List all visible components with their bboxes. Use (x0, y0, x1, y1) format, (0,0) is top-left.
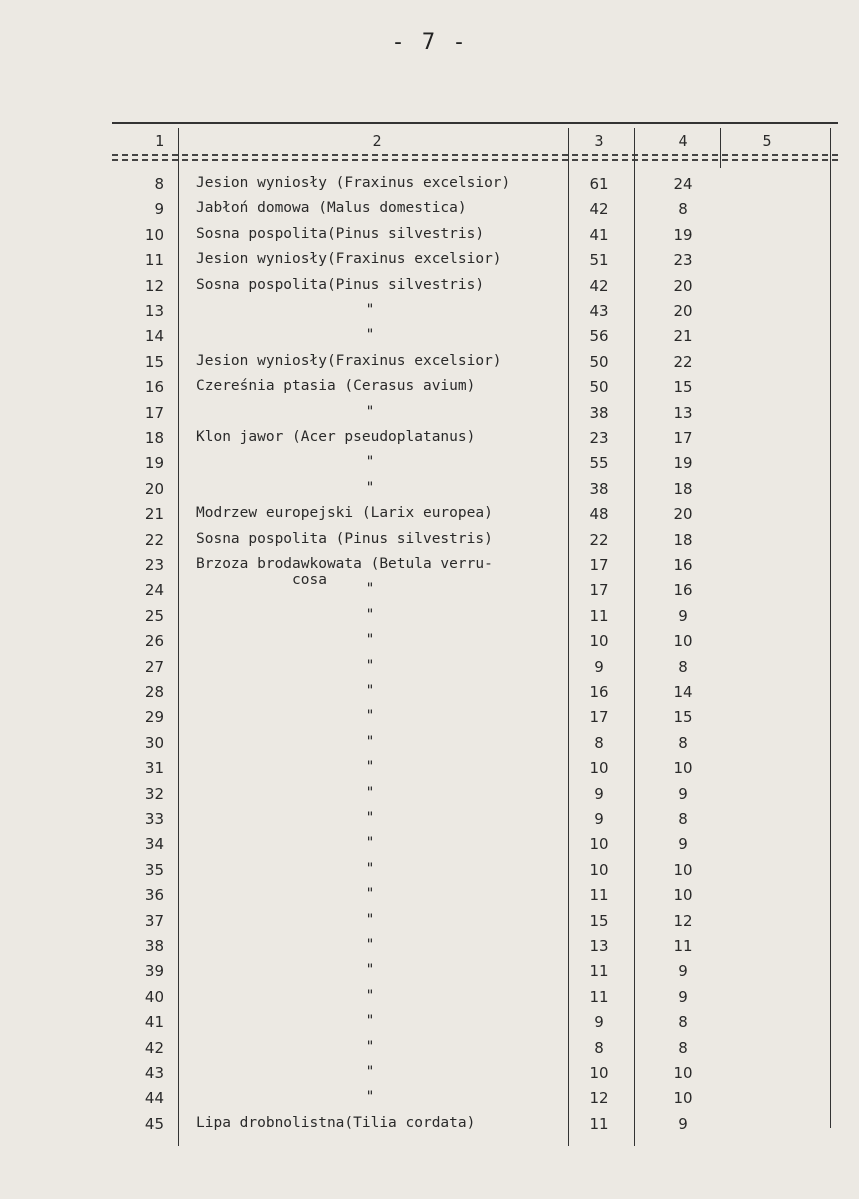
species-name (196, 378, 572, 394)
table-row (112, 324, 838, 349)
row-number: 29 (144, 708, 164, 727)
header-col-2: 2 (372, 132, 382, 150)
col-3-value: 42 (589, 200, 609, 219)
col-4-value: 10 (673, 1089, 693, 1108)
table-row (112, 934, 838, 959)
row-number: 11 (144, 251, 164, 270)
ditto-mark (182, 785, 558, 801)
col-3-value: 56 (589, 327, 609, 346)
col-4-value: 23 (673, 251, 693, 270)
ditto-mark (182, 683, 558, 699)
table-row (112, 375, 838, 400)
species-name-text: " (365, 1064, 375, 1080)
table-row (112, 401, 838, 426)
table-row (112, 604, 838, 629)
species-name (196, 200, 572, 216)
col-3-value: 41 (589, 225, 609, 244)
col-3-value: 17 (589, 708, 609, 727)
table-row (112, 172, 838, 197)
species-name-text: Sosna pospolita (Pinus silvestris) (196, 530, 493, 547)
ditto-mark (182, 1039, 558, 1055)
col-3-value: 10 (589, 860, 609, 879)
species-name-text: " (365, 733, 375, 750)
species-name-text: " (365, 327, 375, 344)
row-number: 28 (144, 683, 164, 701)
ditto-mark (182, 327, 558, 343)
table-row (112, 1036, 838, 1061)
table-row (112, 629, 838, 654)
table-row (112, 223, 838, 248)
ditto-mark (182, 1013, 558, 1029)
table-row (112, 299, 838, 324)
row-number: 20 (144, 479, 164, 498)
table-row (112, 274, 838, 299)
col-3-value: 11 (589, 962, 609, 981)
species-name-text: " (365, 987, 375, 1004)
row-number: 45 (144, 1114, 164, 1133)
ditto-mark (182, 607, 558, 623)
col-4-value: 11 (673, 937, 693, 955)
col-4-value: 18 (673, 479, 693, 498)
table-row (112, 1010, 838, 1035)
col-3-value: 9 (594, 657, 604, 676)
table-row (112, 426, 838, 451)
table-row (112, 451, 838, 476)
row-number: 17 (144, 403, 164, 422)
row-number: 39 (144, 962, 164, 981)
row-number: 13 (144, 302, 164, 320)
col-4-value: 16 (673, 556, 693, 574)
row-number: 42 (144, 1038, 164, 1057)
species-name (196, 175, 572, 191)
col-3-value: 17 (589, 556, 609, 574)
row-number: 25 (144, 606, 164, 625)
table-row (112, 528, 838, 553)
row-number: 32 (144, 784, 164, 803)
table-row (112, 477, 838, 502)
col-4-value: 10 (673, 759, 693, 778)
species-name-text: " (365, 302, 375, 318)
col-3-value: 11 (589, 987, 609, 1006)
row-number: 22 (144, 530, 164, 549)
table-row (112, 680, 838, 705)
species-name-text: " (365, 1038, 375, 1055)
species-name (196, 226, 572, 242)
table-row (112, 909, 838, 934)
col-4-value: 10 (673, 860, 693, 879)
col-4-value: 18 (673, 530, 693, 549)
row-number: 27 (144, 657, 164, 676)
ditto-mark (182, 912, 558, 928)
row-number: 14 (144, 327, 164, 346)
col-3-value: 55 (589, 454, 609, 473)
row-number: 12 (144, 276, 164, 295)
row-number: 36 (144, 886, 164, 905)
species-name (196, 429, 572, 445)
table-row (112, 655, 838, 680)
col-4-value: 10 (673, 1064, 693, 1082)
ditto-mark (182, 1089, 558, 1105)
species-name-text: " (365, 606, 375, 623)
row-number: 30 (144, 733, 164, 752)
col-3-value: 11 (589, 1114, 609, 1133)
row-number: 18 (144, 429, 164, 447)
table-row (112, 832, 838, 857)
species-name-text: " (365, 810, 375, 826)
row-number: 24 (144, 581, 164, 600)
col-3-value: 11 (589, 886, 609, 905)
species-name (196, 353, 572, 369)
table-row (112, 248, 838, 273)
species-name-text: Modrzew europejski (Larix europea) (196, 505, 493, 522)
col-3-value: 10 (589, 632, 609, 651)
row-number: 21 (144, 505, 164, 524)
col-4-value: 15 (673, 378, 693, 397)
species-name-text: " (365, 708, 375, 725)
col-4-value: 9 (678, 987, 688, 1006)
row-number: 23 (144, 556, 164, 574)
col-4-value: 24 (673, 175, 693, 193)
species-name-text: " (365, 479, 375, 496)
col-3-value: 8 (594, 733, 604, 752)
col-4-value: 9 (678, 835, 688, 854)
col-4-value: 8 (678, 1013, 688, 1032)
species-name-text: Czereśnia ptasia (Cerasus avium) (196, 378, 476, 395)
species-name-text: " (365, 1013, 375, 1030)
col-4-value: 9 (678, 962, 688, 981)
col-3-value: 50 (589, 378, 609, 397)
row-number: 33 (144, 810, 164, 828)
row-number: 16 (144, 378, 164, 397)
row-number: 8 (154, 175, 164, 193)
ditto-mark (182, 708, 558, 724)
species-name-text: " (365, 962, 375, 979)
species-name-text: " (365, 911, 375, 928)
row-number: 9 (154, 200, 164, 219)
species-name-text: " (365, 835, 375, 852)
col-3-value: 13 (589, 937, 609, 955)
species-name (196, 505, 572, 521)
table-row (112, 1086, 838, 1111)
header-col-5: 5 (762, 132, 772, 150)
row-number: 41 (144, 1013, 164, 1032)
ditto-mark (182, 962, 558, 978)
header-col-1: 1 (154, 132, 164, 150)
row-number: 26 (144, 632, 164, 651)
ditto-mark (182, 480, 558, 496)
col-4-value: 19 (673, 225, 693, 244)
header-col-3: 3 (594, 132, 604, 150)
species-name (196, 1115, 572, 1131)
col-4-value: 20 (673, 276, 693, 295)
species-name-text: " (365, 657, 375, 674)
table-row (112, 553, 838, 588)
col-4-value: 10 (673, 886, 693, 905)
col-3-value: 51 (589, 251, 609, 270)
table-row (112, 756, 838, 781)
species-name-text: " (365, 937, 375, 953)
species-name-text: Lipa drobnolistna(Tilia cordata) (196, 1114, 476, 1131)
col-4-value: 20 (673, 302, 693, 320)
col-4-value: 17 (673, 429, 693, 447)
species-name-text: " (365, 759, 375, 776)
row-number: 43 (144, 1064, 164, 1082)
species-name-text: " (365, 886, 375, 903)
col-4-value: 8 (678, 733, 688, 752)
col-4-value: 8 (678, 1038, 688, 1057)
col-3-value: 12 (589, 1089, 609, 1108)
col-3-value: 9 (594, 784, 604, 803)
row-number: 44 (144, 1089, 164, 1108)
table-row (112, 985, 838, 1010)
row-number: 35 (144, 860, 164, 879)
species-name-text: Jabłoń domowa (Malus domestica) (196, 200, 467, 217)
table-row (112, 1112, 838, 1137)
col-4-value: 8 (678, 810, 688, 828)
ditto-mark (182, 861, 558, 877)
col-3-value: 48 (589, 505, 609, 524)
col-4-value: 20 (673, 505, 693, 524)
row-number: 10 (144, 225, 164, 244)
species-name (196, 277, 572, 293)
species-name-text: Jesion wyniosły(Fraxinus excelsior) (196, 251, 502, 268)
species-name-text: " (365, 683, 375, 699)
species-name-text: " (365, 1089, 375, 1106)
col-3-value: 16 (589, 683, 609, 701)
ditto-mark (182, 632, 558, 648)
col-3-value: 10 (589, 1064, 609, 1082)
header-col-4: 4 (678, 132, 688, 150)
row-number: 31 (144, 759, 164, 778)
species-name-text: " (365, 454, 375, 471)
ditto-mark (182, 759, 558, 775)
species-name (196, 251, 572, 267)
col-3-value: 61 (589, 175, 609, 193)
ditto-mark (182, 835, 558, 851)
col-3-value: 10 (589, 835, 609, 854)
row-number: 34 (144, 835, 164, 854)
species-name-text: " (365, 632, 375, 649)
col-4-value: 15 (673, 708, 693, 727)
table-row (112, 858, 838, 883)
ditto-mark (182, 886, 558, 902)
col-4-value: 12 (673, 911, 693, 930)
col-4-value: 22 (673, 352, 693, 371)
ditto-mark (182, 404, 558, 420)
species-name-text: Jesion wyniosły(Fraxinus excelsior) (196, 352, 502, 369)
col-3-value: 42 (589, 276, 609, 295)
col-4-value: 14 (673, 683, 693, 701)
species-name (196, 531, 572, 547)
col-3-value: 22 (589, 530, 609, 549)
col-3-value: 15 (589, 911, 609, 930)
col-3-value: 10 (589, 759, 609, 778)
table-row (112, 883, 838, 908)
ditto-mark (182, 988, 558, 1004)
col-4-value: 19 (673, 454, 693, 473)
ditto-mark (182, 454, 558, 470)
row-number: 40 (144, 987, 164, 1006)
ditto-mark (182, 937, 558, 953)
table-row (112, 782, 838, 807)
table-row (112, 350, 838, 375)
col-4-value: 8 (678, 657, 688, 676)
table-row (112, 197, 838, 222)
table-row (112, 1061, 838, 1086)
col-4-value: 9 (678, 606, 688, 625)
table-row (112, 731, 838, 756)
col-3-value: 50 (589, 352, 609, 371)
species-name-text: " (365, 784, 375, 801)
col-4-value: 21 (673, 327, 693, 346)
ditto-mark (182, 734, 558, 750)
table-header-row (112, 130, 838, 152)
col-3-value: 9 (594, 1013, 604, 1032)
ditto-mark (182, 658, 558, 674)
species-name-text: " (365, 403, 375, 420)
ditto-mark (182, 581, 558, 597)
col-4-value: 10 (673, 632, 693, 651)
page-number: - 7 - (391, 30, 468, 55)
row-number: 19 (144, 454, 164, 473)
col-4-value: 16 (673, 581, 693, 600)
species-name-continuation: cosa (292, 572, 327, 588)
ditto-mark (182, 1064, 558, 1080)
col-3-value: 8 (594, 1038, 604, 1057)
col-3-value: 9 (594, 810, 604, 828)
table-row (112, 807, 838, 832)
row-number: 37 (144, 911, 164, 930)
species-name-text: Klon jawor (Acer pseudoplatanus) (196, 429, 476, 445)
col-3-value: 23 (589, 429, 609, 447)
col-4-value: 8 (678, 200, 688, 219)
col-3-value: 43 (589, 302, 609, 320)
col-3-value: 38 (589, 479, 609, 498)
species-name-text: " (365, 581, 375, 598)
species-name-text: Sosna pospolita(Pinus silvestris) (196, 225, 485, 242)
col-4-value: 9 (678, 784, 688, 803)
ditto-mark (182, 302, 558, 318)
ditto-mark (182, 810, 558, 826)
species-name-text: Sosna pospolita(Pinus silvestris) (196, 276, 485, 293)
row-number: 15 (144, 352, 164, 371)
table-row (112, 959, 838, 984)
col-4-value: 13 (673, 403, 693, 422)
column-divider-4 (720, 128, 721, 168)
table-row (112, 502, 838, 527)
row-number: 38 (144, 937, 164, 955)
table-row (112, 578, 838, 603)
species-name-text: Jesion wyniosły (Fraxinus excelsior) (196, 175, 511, 191)
table-row (112, 705, 838, 730)
col-4-value: 9 (678, 1114, 688, 1133)
species-name-text: Brzoza brodawkowata (Betula verru- (196, 556, 493, 572)
col-3-value: 17 (589, 581, 609, 600)
col-3-value: 11 (589, 606, 609, 625)
col-3-value: 38 (589, 403, 609, 422)
table-top-rule (112, 122, 838, 124)
species-name-text: " (365, 860, 375, 877)
header-double-rule (112, 154, 838, 161)
